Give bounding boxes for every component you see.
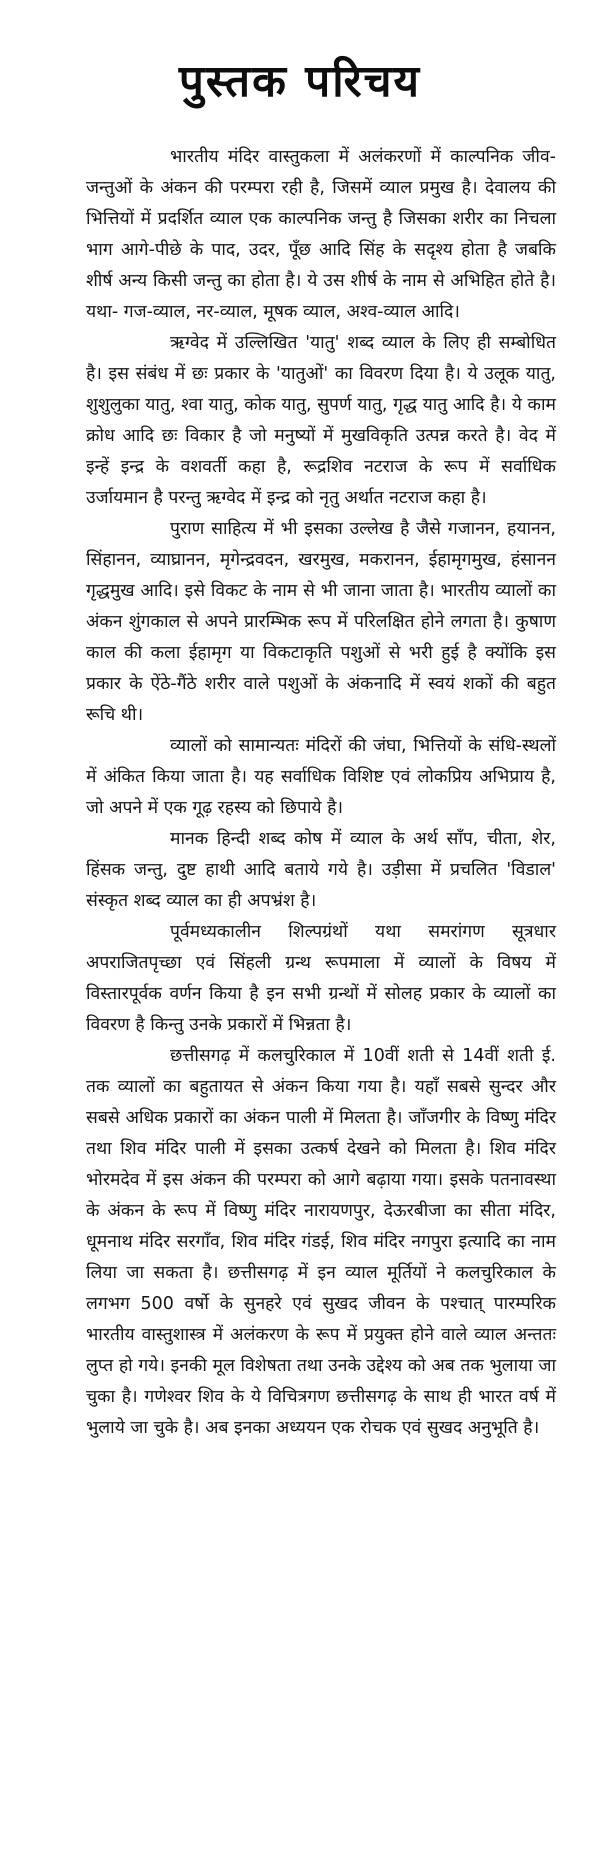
paragraph-dictionary-meaning: मानक हिन्दी शब्द कोष में व्याल के अर्थ साँप, चीता, शेर, हिंसक जन्तु, दुष्ट हाथी आदि बताये गये है। उड़ीसा में प्रचलित 'विडाल' संस्कृत शब्द व्याल का ही अपभ्रंश है। <box>86 829 556 911</box>
page-title: पुस्तक परिचय <box>178 56 422 107</box>
paragraph-vyala-definition: भारतीय मंदिर वास्तुकला में अलंकरणों में काल्पनिक जीव-जन्तुओं के अंकन की परम्परा रही है, जिसमें व्याल प्रमुख है। देवालय की भित्तियों में प्रदर्शित व्याल एक काल्पनिक जन्तु है जिसका शरीर का निचला भाग आगे-पीछे के पाद, उदर, पूँछ आदि सिंह के सदृश्य होता है जबकि शीर्ष अन्य किसी जन्तु का होता है। ये उस शीर्ष के नाम से अभिहित होते है। यथा- गज-व्याल, नर-व्याल, मूषक व्याल, अश्व-व्याल आदि। <box>86 147 556 322</box>
paragraph-temple-placement: व्यालों को सामान्यतः मंदिरों की जंघा, भित्तियों के संधि-स्थलों में अंकित किया जाता है। यह सर्वाधिक विशिष्ट एवं लोकप्रिय अभिप्राय है, जो अपने में एक गूढ़ रहस्य को छिपाये है। <box>86 736 556 818</box>
paragraph-shilpa-texts: पूर्वमध्यकालीन शिल्पग्रंथों यथा समरांगण सूत्रधार अपराजितपृच्छा एवं सिंहली ग्रन्थ रूपमाला में व्यालों के विषय में विस्तारपूर्वक वर्णन किया है इन सभी ग्रन्थों में सोलह प्रकार के व्यालों का विवरण है किन्तु उनके प्रकारों में भिन्नता है। <box>86 922 556 1035</box>
body-text <box>86 142 556 1444</box>
paragraph-rigveda-yatu: ऋग्वेद में उल्लिखित 'यातु' शब्द व्याल के लिए ही सम्बोधित है। इस संबंध में छः प्रकार के 'यातुओं' का विवरण दिया है। ये उलूक यातु, शुशुलुका यातु, श्वा यातु, कोक यातु, सुपर्ण यातु, गृद्ध यातु आदि है। ये काम क्रोध आदि छः विकार है जो मनुष्यों में मुखविकृति उत्पन्न करते है। वेद में इन्हें इन्द्र के वशवर्ती कहा है, रूद्रशिव नटराज के रूप में सर्वाधिक उर्जायमान है परन्तु ऋग्वेद में इन्द्र को नृतु अर्थात नटराज कहा है। <box>86 333 556 508</box>
paragraph-chhattisgarh: छत्तीसगढ़ में कलचुरिकाल में 10वीं शती से 14वीं शती ई. तक व्यालों का बहुतायत से अंकन किया गया है। यहाँ सबसे सुन्दर और सबसे अधिक प्रकारों का अंकन पाली में मिलता है। जाँजगीर के विष्णु मंदिर तथा शिव मंदिर पाली में इसका उत्कर्ष देखने को मिलता है। शिव मंदिर भोरमदेव में इस अंकन की परम्परा को आगे बढ़ाया गया। इसके पतनावस्था के अंकन के रूप में विष्णु मंदिर नारायणपुर, देऊरबीजा का सीता मंदिर, धूमनाथ मंदिर सरगाँव, शिव मंदिर गंडई, शिव मंदिर नगपुरा इत्यादि का नाम लिया जा सकता है। छत्तीसगढ़ में इन व्याल मूर्तियों ने कलचुरिकाल के लगभग 500 वर्षो के सुनहरे एवं सुखद जीवन के पश्चात् पारम्परिक भारतीय वास्तुशास्त्र में अलंकरण के रूप में प्रयुक्त होने वाले व्याल अन्ततः लुप्त हो गये। इनकी मूल विशेषता तथा उनके उद्देश्य को अब तक भुलाया जा चुका है। गणेश्वर शिव के ये विचित्रगण छत्तीसगढ़ के साथ ही भारत वर्ष में भुलाये जा चुके है। अब इनका अध्ययन एक रोचक एवं सुखद अनुभूति है। <box>86 1046 556 1438</box>
paragraph-purana-literature: पुराण साहित्य में भी इसका उल्लेख है जैसे गजानन, हयानन, सिंहानन, व्याघ्रानन, मृगेन्द्रवदन, खरमुख, मकरानन, ईहामृगमुख, हंसानन गृद्धमुख आदि। इसे विकट के नाम से भी जाना जाता है। भारतीय व्यालों का अंकन शुंगकाल से अपने प्रारम्भिक रूप में परिलक्षित होने लगता है। कुषाण काल की कला ईहामृग या विकटाकृति पशुओं से भरी हुई है क्योंकि इस प्रकार के ऐंठे-गैंठे शरीर वाले पशुओं के अंकनादि में स्वयं शकों की बहुत रूचि थी। <box>86 519 556 725</box>
